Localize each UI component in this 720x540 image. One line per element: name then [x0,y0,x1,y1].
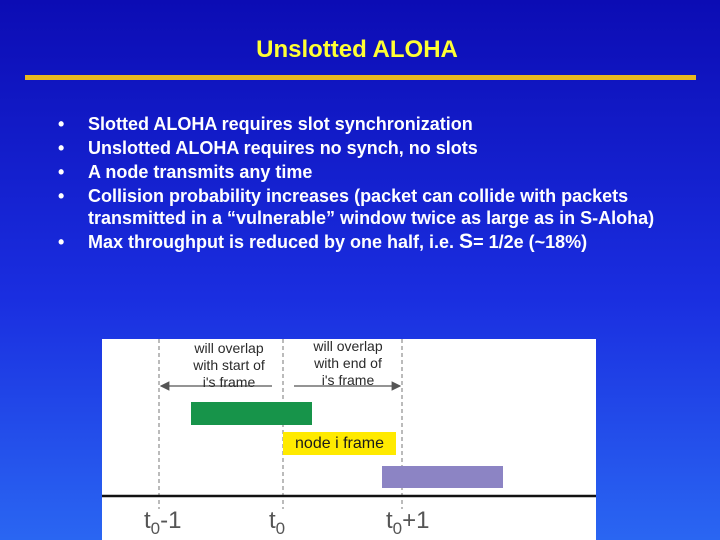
bullet-item [58,161,698,183]
node-i-frame: node i frame [283,432,396,455]
bullet-dot: • [58,232,65,252]
throughput-formula: = 1/2e (~18%) [473,232,588,252]
start-overlap-frame [191,402,312,425]
bullet-text: Slotted ALOHA requires slot synchronization [88,114,473,134]
bullet-dot: • [58,186,65,206]
tick-label-t0-plus-1: $t_0+1$ [386,507,430,538]
bullet-list [58,113,698,255]
bullet-item [58,231,698,253]
tick-label-t0: $t_0$ [269,507,286,538]
end-overlap-label-line: will overlap [313,339,383,354]
bullet-dot: • [58,138,65,158]
tick-label-t0-minus-1: $t_0-1$ [144,507,182,538]
bullet-text: A node transmits any time [88,162,313,182]
end-overlap-label-line: i's frame [321,372,375,388]
start-overlap-label-line: i's frame [202,374,256,390]
start-overlap-label [174,340,284,391]
bullet-dot: • [58,162,65,182]
bullet-item [58,113,698,135]
bullet-text: Max throughput is reduced by one half, i.e. [88,232,460,252]
vulnerable-window-diagram [102,339,596,540]
bullet-item [58,185,698,229]
bullet-text: Collision probability increases (packet can collide with packets transmitted in a “vulnerable” window twice as large as in S-Aloha) [88,186,655,228]
bullet-item [58,137,698,159]
end-overlap-frame [382,466,503,488]
end-overlap-label [298,339,398,389]
start-overlap-label-line: will overlap [194,340,264,356]
start-overlap-label-line: with start of [193,357,265,373]
slide-title: Unslotted ALOHA [256,36,458,63]
end-overlap-label-line: with end of [314,355,382,371]
throughput-symbol: S [459,230,474,253]
title-divider [25,75,696,80]
bullet-text: Unslotted ALOHA requires no synch, no slots [88,138,478,158]
bullet-dot: • [58,114,65,134]
